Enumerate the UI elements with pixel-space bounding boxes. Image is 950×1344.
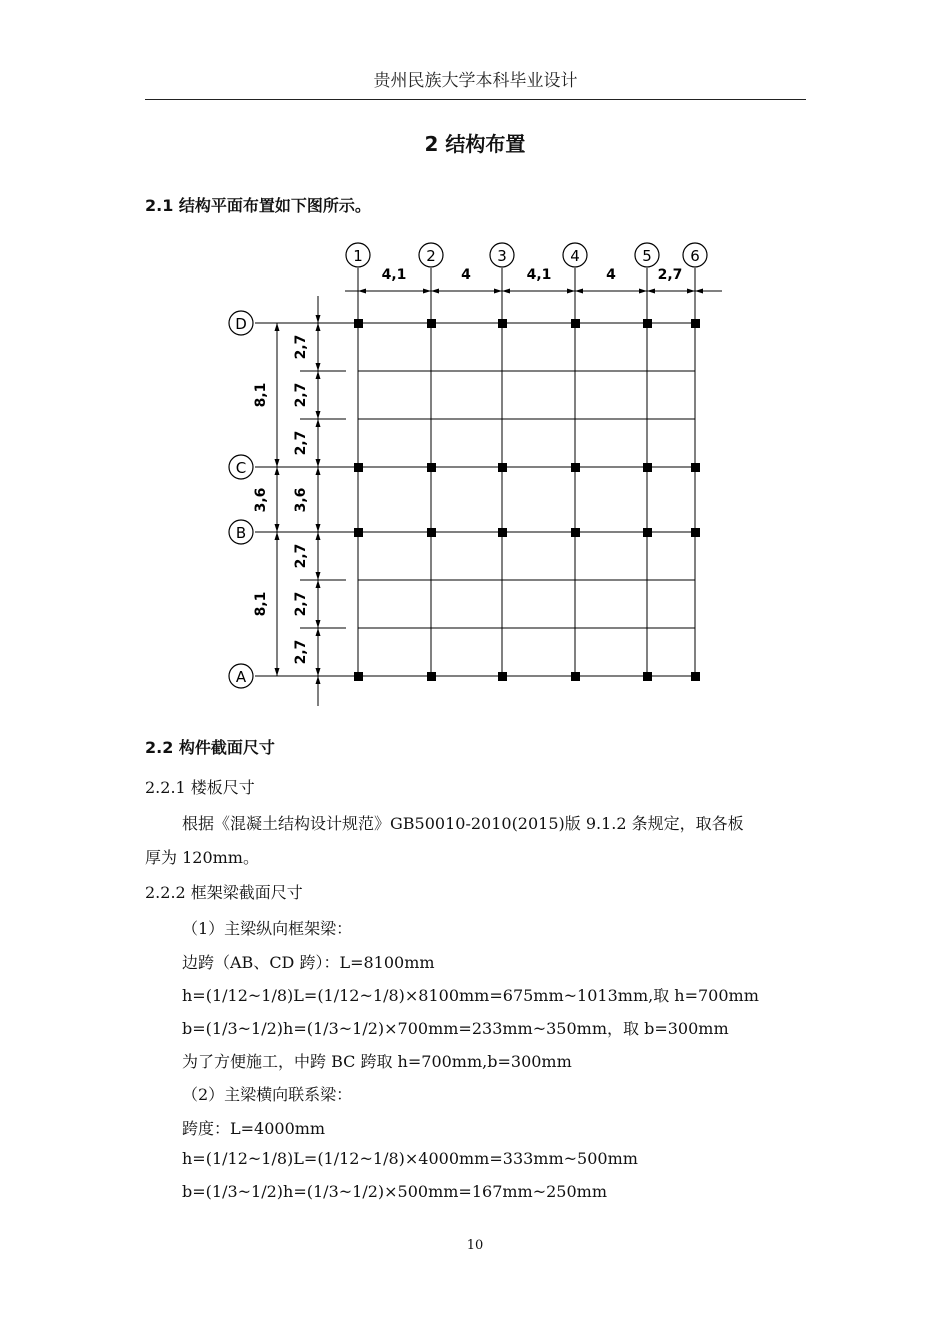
- beam-line: （2）主梁横向联系梁：: [182, 1085, 353, 1104]
- subsection-2-2-2-heading: 2.2.2 框架梁截面尺寸: [145, 883, 303, 902]
- left-inner-dim: 2,7: [293, 543, 309, 569]
- header-rule: [145, 99, 806, 100]
- col-label: 1: [353, 247, 363, 265]
- beam-line: h=(1/12~1/8)L=(1/12~1/8)×4000mm=333mm~500mm: [182, 1149, 638, 1168]
- top-dim: 4,1: [381, 267, 407, 283]
- row-label: A: [235, 668, 247, 686]
- section-2-2-heading: 2.2 构件截面尺寸: [145, 738, 275, 757]
- top-dim: 4: [606, 267, 616, 283]
- col-label: 2: [426, 247, 436, 265]
- beam-line: 边跨（AB、CD 跨）：L=8100mm: [182, 953, 435, 972]
- left-outer-dim: 8,1: [253, 591, 269, 617]
- row-label: B: [235, 524, 247, 542]
- left-outer-dim: 8,1: [253, 382, 269, 408]
- subsection-2-2-1-heading: 2.2.1 楼板尺寸: [145, 778, 255, 797]
- slab-paragraph-line-2: 厚为 120mm。: [145, 848, 259, 867]
- page-header: 贵州民族大学本科毕业设计: [373, 71, 578, 91]
- beam-line: 跨度：L=4000mm: [182, 1119, 326, 1138]
- row-label: D: [235, 315, 247, 333]
- beam-line: b=(1/3~1/2)h=(1/3~1/2)×700mm=233mm~350mm，取 b=300mm: [182, 1019, 729, 1038]
- beam-line: h=(1/12~1/8)L=(1/12~1/8)×8100mm=675mm~1013mm,取 h=700mm: [182, 986, 759, 1005]
- chapter-title: 2 结构布置: [424, 132, 526, 156]
- structural-plan-figure: [0, 230, 950, 710]
- beam-line: （1）主梁纵向框架梁：: [182, 919, 353, 938]
- columns: [354, 319, 700, 681]
- top-dim: 4: [461, 267, 471, 283]
- left-inner-dim: 2,7: [293, 334, 309, 360]
- top-dim: 4,1: [526, 267, 552, 283]
- left-inner-dim: 3,6: [293, 487, 309, 513]
- beam-line: b=(1/3~1/2)h=(1/3~1/2)×500mm=167mm~250mm: [182, 1182, 608, 1201]
- left-inner-dim: 2,7: [293, 591, 309, 617]
- col-label: 6: [690, 247, 700, 265]
- col-label: 3: [497, 247, 507, 265]
- page-number: 10: [466, 1238, 484, 1253]
- left-inner-dim: 2,7: [293, 430, 309, 456]
- left-inner-dim: 2,7: [293, 639, 309, 665]
- left-outer-dim: 3,6: [253, 487, 269, 513]
- section-2-1-heading: 2.1 结构平面布置如下图所示。: [145, 196, 371, 215]
- row-label: C: [235, 459, 247, 477]
- col-label: 4: [570, 247, 580, 265]
- slab-paragraph-line-1: 根据《混凝土结构设计规范》GB50010-2010(2015)版 9.1.2 条规定，取各板: [182, 814, 744, 833]
- col-label: 5: [642, 247, 652, 265]
- beam-line: 为了方便施工，中跨 BC 跨取 h=700mm,b=300mm: [182, 1052, 572, 1071]
- left-inner-dim: 2,7: [293, 382, 309, 408]
- top-dim: 2,7: [657, 267, 683, 283]
